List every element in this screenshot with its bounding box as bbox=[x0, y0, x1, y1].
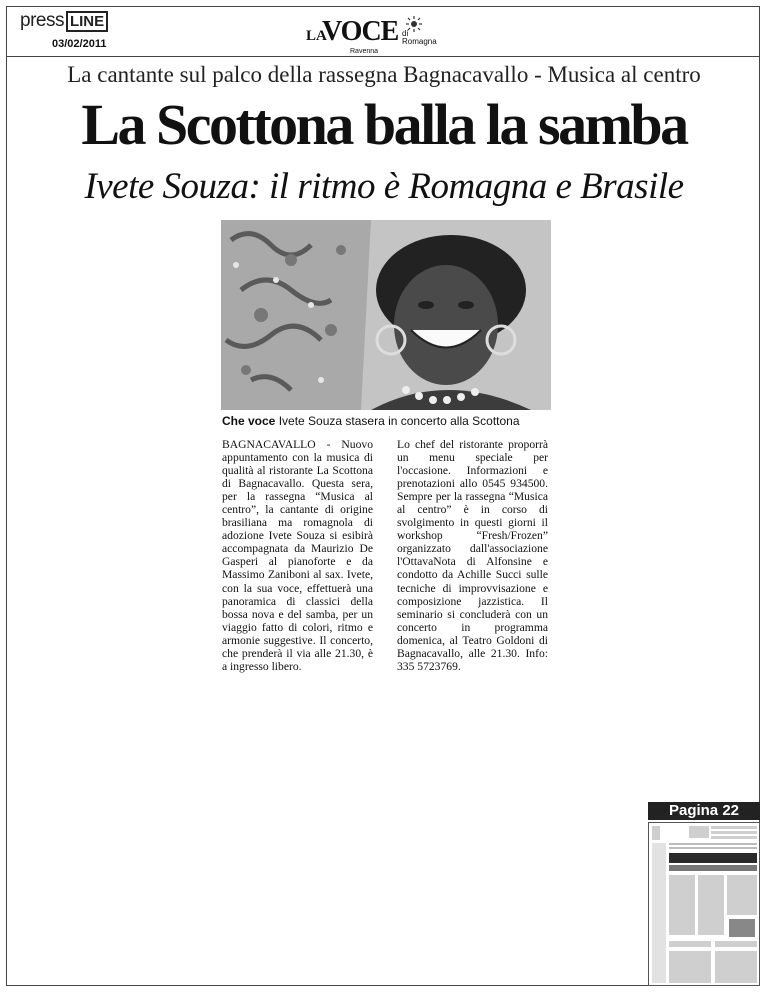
singer-photo bbox=[221, 220, 551, 410]
caption-text: Ivete Souza stasera in concerto alla Scottona bbox=[275, 414, 520, 428]
article-column-2: Lo chef del ristorante proporrà un menu speciale per l'occasione. Informazioni e prenotazioni allo 0545 934500. Sempre per la rassegna “Musica al centro” è in corso di svolgimento in questi giorni il workshop “Fresh/Frozen” organizzato dall'associazione l'OttavaNota di Alfonsine e condotto da Achille Succi sulle tecniche di improvvisazione e composizione jazzistica. Il seminario si concluderà con un concerto in programma domenica, al Teatro Goldoni di Bagnacavallo, alle 21.30. Info: 335 5723769. bbox=[397, 438, 548, 673]
photo-caption bbox=[222, 414, 520, 428]
article-kicker: La cantante sul palco della rassegna Bagnacavallo - Musica al centro bbox=[67, 62, 701, 87]
thumbnail-layout bbox=[649, 823, 760, 986]
pressline-logo bbox=[20, 10, 108, 32]
caption-lead: Che voce bbox=[222, 414, 276, 428]
article-subhead: Ivete Souza: il ritmo è Romagna e Brasile bbox=[84, 166, 684, 207]
logo-voce: VOCE bbox=[322, 16, 399, 47]
logo-city: Ravenna bbox=[350, 48, 379, 55]
logo-la: LA bbox=[306, 28, 327, 44]
newspaper-logo bbox=[306, 14, 456, 54]
page-number-label: Pagina 22 bbox=[648, 802, 760, 820]
header-rule bbox=[6, 56, 760, 57]
page-thumbnail bbox=[648, 822, 760, 986]
pressline-line: LINE bbox=[66, 11, 108, 32]
article-column-1: BAGNACAVALLO - Nuovo appuntamento con la musica di qualità al ristorante La Scottona di Bagnacavallo. Questa sera, per la rassegna “Musica al centro”, la cantante di origine brasiliana ma romagnola di adozione Ivete Souza si esibirà accompagnata da Maurizio De Gasperi al pianoforte e da Massimo Zaniboni al sax. Ivete, con la sua voce, effettuerà una panoramica di classici della bossa nova e del samba, per un viaggio fatto di colori, ritmo e armonie suggestive. Il concerto, che prenderà il via alle 21.30, è a ingresso libero. bbox=[222, 438, 373, 673]
article-headline: La Scottona balla la samba bbox=[81, 92, 687, 157]
clipping-date: 03/02/2011 bbox=[52, 38, 107, 50]
photo-illustration bbox=[221, 220, 551, 410]
logo-di-romagna: di Romagna bbox=[402, 29, 437, 46]
pressline-press: press bbox=[20, 10, 64, 31]
